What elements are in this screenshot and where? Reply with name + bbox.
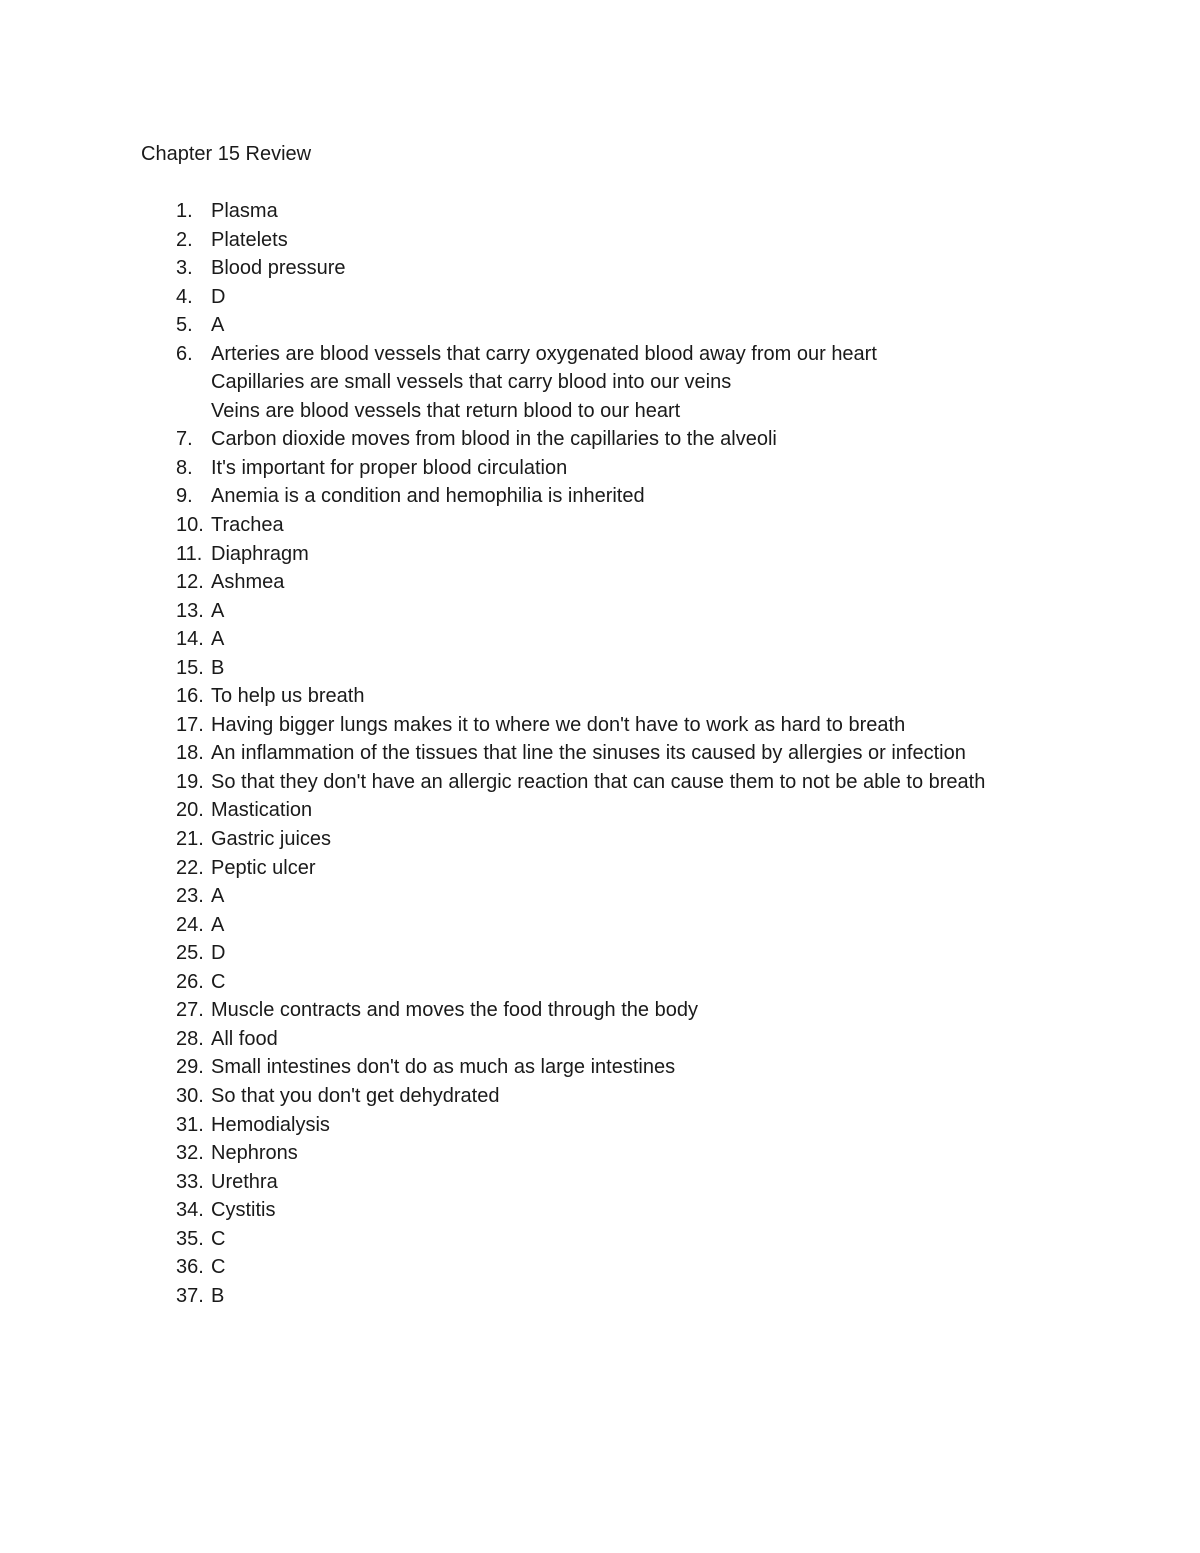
list-item — [0, 482, 985, 511]
answer-number: 27. — [176, 999, 204, 1022]
list-item — [0, 854, 985, 883]
answer-number: 2. — [176, 228, 193, 251]
answer-list — [0, 197, 985, 1310]
answer-line: A — [211, 628, 225, 651]
answer-number: 25. — [176, 942, 204, 965]
list-item — [0, 625, 985, 654]
answer-number: 37. — [176, 1284, 204, 1307]
answer-number: 11. — [176, 542, 203, 565]
answer-number: 23. — [176, 885, 204, 908]
answer-line: Carbon dioxide moves from blood in the capillaries to the alveoli — [211, 428, 777, 451]
list-item — [0, 197, 985, 226]
answer-number: 35. — [176, 1227, 204, 1250]
answer-text — [211, 682, 985, 711]
answer-line: Arteries are blood vessels that carry oxygenated blood away from our heart — [211, 342, 877, 365]
list-item — [0, 739, 985, 768]
answer-number: 8. — [176, 456, 193, 479]
list-item — [0, 1082, 985, 1111]
list-item — [0, 1225, 985, 1254]
list-item — [0, 1253, 985, 1282]
answer-number: 32. — [176, 1142, 204, 1165]
answer-text — [211, 597, 985, 626]
answer-number: 12. — [176, 571, 204, 594]
answer-line: C — [211, 1227, 226, 1250]
answer-line: So that you don't get dehydrated — [211, 1084, 500, 1107]
answer-number: 13. — [176, 599, 204, 622]
answer-number: 14. — [176, 628, 204, 651]
answer-text — [211, 939, 985, 968]
answer-line: Nephrons — [211, 1142, 298, 1165]
list-item — [0, 1196, 985, 1225]
list-item — [0, 796, 985, 825]
answer-text — [211, 1053, 985, 1082]
answer-text — [211, 511, 985, 540]
answer-line: C — [211, 970, 226, 993]
answer-number: 17. — [176, 713, 204, 736]
list-item — [0, 511, 985, 540]
answer-number: 5. — [176, 314, 193, 337]
answer-text — [211, 911, 985, 940]
answer-line: Veins are blood vessels that return blood to our heart — [211, 399, 681, 422]
list-item — [0, 1111, 985, 1140]
answer-line: Trachea — [211, 514, 284, 537]
answer-line: Blood pressure — [211, 257, 346, 280]
list-item — [0, 1282, 985, 1311]
answer-line: So that they don't have an allergic reaction that can cause them to not be able to breath — [211, 770, 986, 793]
list-item — [0, 283, 985, 312]
answer-line: To help us breath — [211, 685, 365, 708]
list-item — [0, 540, 985, 569]
answer-number: 19. — [176, 770, 204, 793]
answer-text — [211, 540, 985, 569]
answer-number: 9. — [176, 485, 193, 508]
answer-number: 20. — [176, 799, 204, 822]
answer-line: A — [211, 314, 225, 337]
answer-text — [211, 968, 985, 997]
answer-text — [211, 1225, 985, 1254]
answer-number: 33. — [176, 1170, 204, 1193]
list-item — [0, 425, 985, 454]
answer-line: Ashmea — [211, 571, 285, 594]
answer-line: Anemia is a condition and hemophilia is inherited — [211, 485, 645, 508]
answer-line: Peptic ulcer — [211, 856, 316, 879]
list-item — [0, 311, 985, 340]
answer-text — [211, 825, 985, 854]
answer-line: Having bigger lungs makes it to where we don't have to work as hard to breath — [211, 713, 906, 736]
list-item — [0, 254, 985, 283]
answer-text — [211, 1282, 985, 1311]
answer-text — [211, 568, 985, 597]
list-item — [0, 768, 985, 797]
answer-line: D — [211, 942, 226, 965]
answer-line: Hemodialysis — [211, 1113, 330, 1136]
answer-number: 15. — [176, 656, 204, 679]
answer-line: A — [211, 913, 225, 936]
answer-number: 34. — [176, 1199, 204, 1222]
answer-number: 21. — [176, 828, 204, 851]
answer-number: 26. — [176, 970, 204, 993]
answer-text — [211, 1139, 985, 1168]
answer-text — [211, 1082, 985, 1111]
answer-text — [211, 425, 985, 454]
list-item — [0, 825, 985, 854]
answer-text — [211, 854, 985, 883]
answer-text — [211, 482, 985, 511]
list-item — [0, 996, 985, 1025]
answer-number: 7. — [176, 428, 193, 451]
answer-line: Small intestines don't do as much as large intestines — [211, 1056, 676, 1079]
list-item — [0, 682, 985, 711]
answer-line: A — [211, 599, 225, 622]
answer-line: D — [211, 285, 226, 308]
answer-number: 18. — [176, 742, 204, 765]
answer-text — [211, 311, 985, 340]
list-item — [0, 911, 985, 940]
answer-number: 31. — [176, 1113, 204, 1136]
answer-text — [211, 1025, 985, 1054]
answer-number: 22. — [176, 856, 204, 879]
answer-line: An inflammation of the tissues that line the sinuses its caused by allergies or infection — [211, 742, 966, 765]
list-item — [0, 1053, 985, 1082]
answer-text — [211, 625, 985, 654]
answer-line: Cystitis — [211, 1199, 276, 1222]
list-item — [0, 226, 985, 255]
list-item — [0, 939, 985, 968]
list-item — [0, 568, 985, 597]
answer-number: 29. — [176, 1056, 204, 1079]
answer-text — [211, 1196, 985, 1225]
answer-text — [211, 226, 985, 255]
answer-line: All food — [211, 1027, 278, 1050]
list-item — [0, 597, 985, 626]
answer-line: Urethra — [211, 1170, 278, 1193]
answer-text — [211, 1111, 985, 1140]
answer-line: Capillaries are small vessels that carry blood into our veins — [211, 371, 732, 394]
answer-text — [211, 996, 985, 1025]
page-title: Chapter 15 Review — [141, 143, 312, 165]
list-item — [0, 1139, 985, 1168]
answer-text — [211, 254, 985, 283]
answer-text — [211, 1168, 985, 1197]
answer-number: 10. — [176, 514, 204, 537]
answer-text — [211, 882, 985, 911]
answer-number: 36. — [176, 1256, 204, 1279]
answer-text — [211, 197, 985, 226]
answer-number: 30. — [176, 1084, 204, 1107]
answer-text — [211, 1253, 985, 1282]
list-item — [0, 882, 985, 911]
answer-line: Gastric juices — [211, 828, 332, 851]
list-item — [0, 1025, 985, 1054]
answer-number: 16. — [176, 685, 204, 708]
answer-text — [211, 654, 985, 683]
answer-number: 28. — [176, 1027, 204, 1050]
list-item — [0, 654, 985, 683]
answer-line: A — [211, 885, 225, 908]
answer-text — [211, 796, 985, 825]
answer-line: B — [211, 1284, 225, 1307]
answer-number: 1. — [176, 200, 193, 222]
answer-text — [211, 768, 985, 797]
answer-number: 24. — [176, 913, 204, 936]
answer-text — [211, 711, 985, 740]
answer-line: Mastication — [211, 799, 313, 822]
answer-text — [211, 283, 985, 312]
answer-number: 4. — [176, 285, 193, 308]
answer-line: Plasma — [211, 200, 278, 222]
answer-line: It's important for proper blood circulation — [211, 456, 568, 479]
answer-number: 3. — [176, 257, 193, 280]
answer-line: Muscle contracts and moves the food through the body — [211, 999, 698, 1022]
answer-line: Platelets — [211, 228, 288, 251]
answer-number: 6. — [176, 342, 193, 365]
list-item — [0, 711, 985, 740]
list-item — [0, 340, 985, 426]
answer-line: B — [211, 656, 225, 679]
list-item — [0, 454, 985, 483]
answer-text — [211, 739, 985, 768]
answer-line: C — [211, 1256, 226, 1279]
answer-text — [211, 454, 985, 483]
list-item — [0, 968, 985, 997]
answer-line: Diaphragm — [211, 542, 309, 565]
list-item — [0, 1168, 985, 1197]
answer-text — [211, 340, 985, 426]
